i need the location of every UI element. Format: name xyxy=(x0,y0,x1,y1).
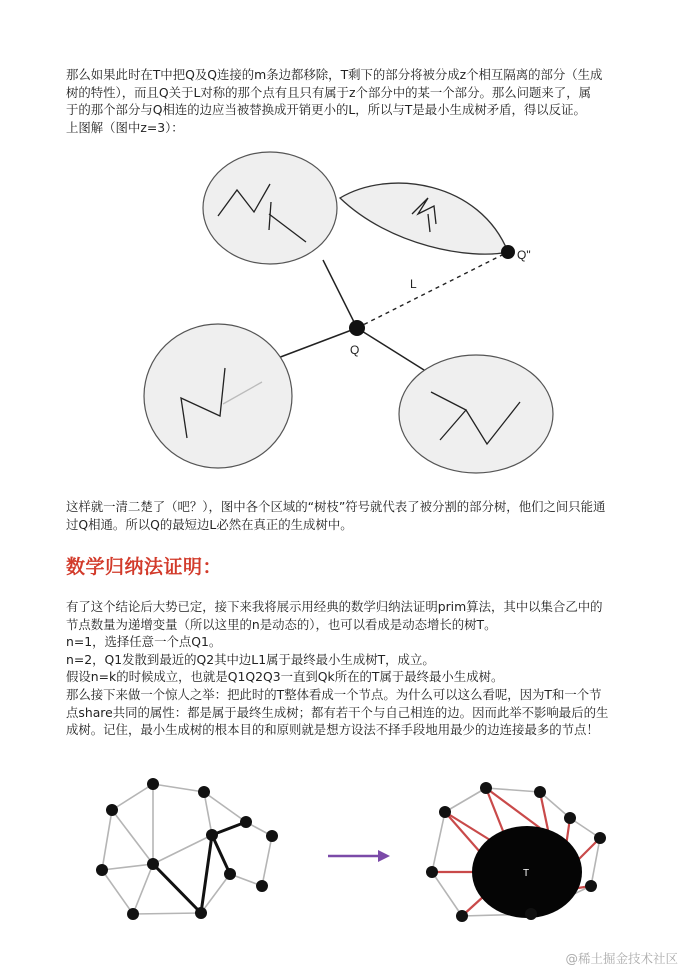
label-q-double-prime: Q" xyxy=(517,248,531,262)
edge-l-dashed xyxy=(357,252,508,328)
text-line: 有了这个结论后大势已定，接下来我将展示用经典的数学归纳法证明prim算法，其中以集合乙中的 xyxy=(66,599,603,614)
node-q-double-prime xyxy=(501,245,515,259)
graph-node xyxy=(106,804,118,816)
graph-edge xyxy=(133,864,153,914)
graph-node xyxy=(266,830,278,842)
tree-edge xyxy=(323,260,357,328)
text-line: 这样就一清二楚了（吧？），图中各个区域的“树枝”符号就代表了被分割的部分树，他们之间只能通 xyxy=(66,499,606,514)
edge-to-t xyxy=(445,812,480,852)
tree-edge-bold xyxy=(212,835,230,874)
graph-after xyxy=(426,782,606,922)
graph-before xyxy=(96,778,278,920)
text-line: 点share共同的属性：都是属于最终生成树；都有若干个与自己相连的边。因而此举不影响最后的生 xyxy=(66,704,609,720)
graph-node xyxy=(127,908,139,920)
graph-node xyxy=(426,866,438,878)
text-line: 成树。记住，最小生成树的根本目的和原则就是想方设法不择手段地用最少的边连接最多的节点！ xyxy=(66,722,599,738)
graph-node xyxy=(480,782,492,794)
graph-edge xyxy=(204,792,212,835)
node-q xyxy=(349,320,365,336)
text-line: 于的那个部分与Q相连的边应当被替换成开销更小的L，所以与T是最小生成树矛盾，得以反证。 xyxy=(66,102,586,118)
graph-edge xyxy=(102,864,153,870)
graph-edge xyxy=(204,792,246,822)
tree-edge xyxy=(357,328,432,375)
graph-edge xyxy=(153,784,204,792)
edge-to-t xyxy=(445,812,490,840)
graph-node xyxy=(456,910,468,922)
arrow-right-icon xyxy=(328,850,390,862)
graph-node xyxy=(534,786,546,798)
text-line: 过Q相通。所以Q的最短边L必然在真正的生成树中。 xyxy=(66,516,353,532)
text-line: n=1，选择任意一个点Q1。 xyxy=(66,634,222,650)
text-line: n=2，Q1发散到最近的Q2其中边L1属于最终最小生成树T，成立。 xyxy=(66,651,435,667)
graph-node xyxy=(96,864,108,876)
graph-node xyxy=(439,806,451,818)
label-t: T xyxy=(523,868,530,879)
text-line: 那么如果此时在T中把Q及Q连接的m条边都移除，T剩下的部分将被分成z个相互隔离的部分（生成 xyxy=(66,67,603,82)
graph-node xyxy=(147,778,159,790)
section-heading: 数学归纳法证明： xyxy=(66,556,223,578)
label-q: Q xyxy=(350,343,360,357)
graph-node xyxy=(195,907,207,919)
induction-paragraph xyxy=(66,598,632,739)
graph-edge xyxy=(486,788,540,792)
text-line: 节点数量为递增变量（所以这里的n是动态的），也可以看成是动态增长的树T。 xyxy=(66,616,497,632)
graph-edge xyxy=(112,810,153,864)
watermark: @稀土掘金技术社区 xyxy=(565,951,678,966)
text-line: 那么接下来做一个惊人之举：把此时的T整体看成一个节点。为什么可以这么看呢，因为T和一个节 xyxy=(66,686,602,702)
subtree-region-leaf xyxy=(340,183,508,254)
text-line: 上图解（图中z=3）： xyxy=(66,119,184,135)
graph-edge xyxy=(432,812,445,872)
graph-edge xyxy=(133,913,201,914)
graph-edge xyxy=(102,810,112,870)
graph-edge xyxy=(262,836,272,886)
graph-node xyxy=(525,908,537,920)
figure-partition-diagram xyxy=(0,150,690,490)
label-l: L xyxy=(410,277,417,291)
graph-edge xyxy=(102,870,133,914)
graph-node xyxy=(198,786,210,798)
graph-node xyxy=(206,829,218,841)
subtree-region-right xyxy=(399,355,553,473)
graph-edge xyxy=(432,872,462,916)
text-line: 树的特性），而且Q关于L对称的那个点有且只有属于z个部分中的某一个部分。那么问题来了，属 xyxy=(66,84,591,100)
explain-paragraph xyxy=(66,498,632,533)
graph-edge xyxy=(445,788,486,812)
graph-node xyxy=(585,880,597,892)
graph-node xyxy=(594,832,606,844)
text-line: 假设n=k的时候成立，也就是Q1Q2Q3一直到Qk所在的T属于最终最小生成树。 xyxy=(66,669,504,685)
graph-node xyxy=(224,868,236,880)
tree-edge-bold xyxy=(153,864,201,913)
graph-edge xyxy=(153,835,212,864)
graph-node xyxy=(564,812,576,824)
intro-paragraph xyxy=(66,66,632,136)
graph-edge xyxy=(112,784,153,810)
figure-contraction-diagram xyxy=(0,760,690,940)
graph-node xyxy=(256,880,268,892)
graph-node xyxy=(147,858,159,870)
graph-node xyxy=(240,816,252,828)
subtree-region-left xyxy=(144,324,292,468)
